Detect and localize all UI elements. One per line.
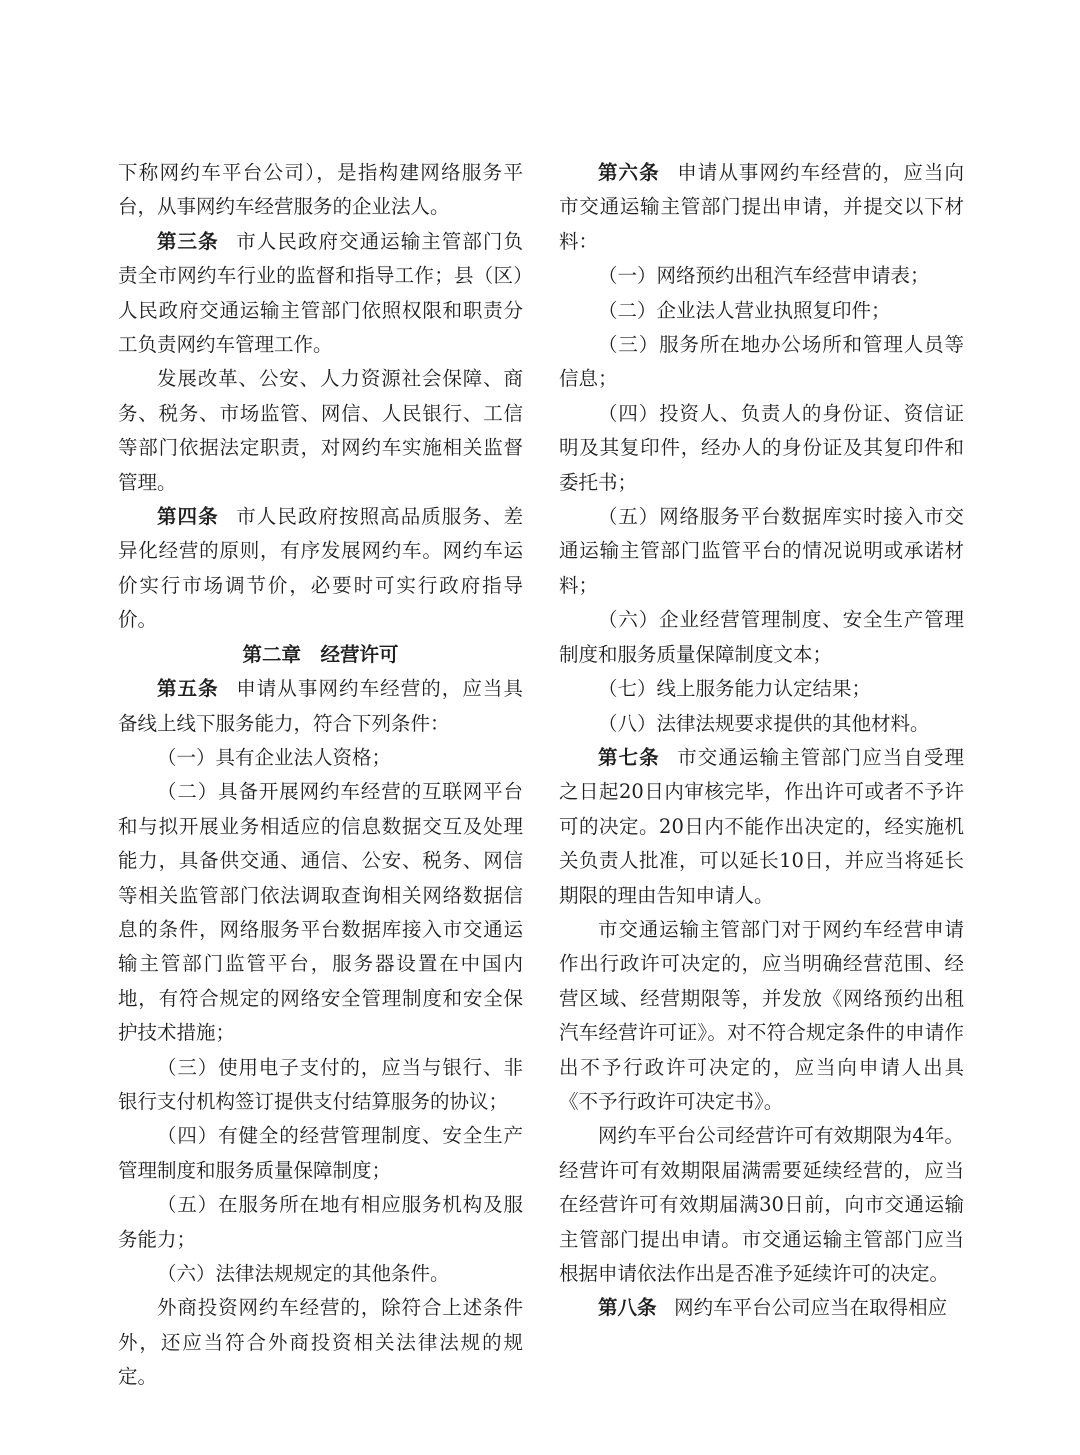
paragraph-text: 市交通运输主管部门应当自受理之日起20日内审核完毕，作出许可或者不予许可的决定。20日内不能作出决定的，经实施机关负责人批准，可以延长10日，并应当将延长期限的理由告知申请人。 (559, 745, 964, 907)
paragraph-text: 市人民政府按照高品质服务、差异化经营的原则，有序发展网约车。网约车运价实行市场调节价，必要时可实行政府指导价。 (118, 505, 523, 632)
paragraph (559, 397, 964, 500)
left-column (118, 156, 523, 1395)
paragraph-text: （二）企业法人营业执照复印件； (598, 298, 891, 322)
paragraph (118, 1119, 523, 1188)
paragraph (559, 1291, 964, 1325)
paragraph-text: （二）具备开展网约车经营的互联网平台和与拟开展业务相适应的信息数据交互及处理能力，具备供交通、通信、公安、税务、网信等相关监管部门依法调取查询相关网络数据信息的条件，网络服务平台数据库接入市交通运输主管部门监管平台，服务器设置在中国内地，有符合规定的网络安全管理制度和安全保护技术措施； (118, 780, 523, 1045)
paragraph (118, 741, 523, 775)
paragraph-text: 市交通运输主管部门对于网约车经营申请作出行政许可决定的，应当明确经营范围、经营区域、经营期限等，并发放《网络预约出租汽车经营许可证》。对不符合规定条件的申请作出不予行政许可决定的，应当向申请人出具《不予行政许可决定书》。 (559, 917, 964, 1113)
paragraph (118, 1188, 523, 1257)
paragraph (118, 1291, 523, 1394)
paragraph (559, 741, 964, 913)
paragraph-text: （一）具有企业法人资格； (157, 745, 392, 769)
paragraph-text: 网约车平台公司经营许可有效期限为4年。经营许可有效期限届满需要延续经营的，应当在经营许可有效期届满30日前，向市交通运输主管部门提出申请。市交通运输主管部门应当根据申请依法作出是否准予延续许可的决定。 (559, 1124, 964, 1285)
paragraph-text: （三）使用电子支付的，应当与银行、非银行支付机构签订提供支付结算服务的协议； (118, 1055, 523, 1113)
paragraph-text: 网约车平台公司应当在取得相应 (674, 1296, 948, 1320)
paragraph-text: 发展改革、公安、人力资源社会保障、商务、税务、市场监管、网信、人民银行、工信等部门依据法定职责，对网约车实施相关监督管理。 (118, 367, 523, 494)
paragraph-text: （四）有健全的经营管理制度、安全生产管理制度和服务质量保障制度； (118, 1124, 523, 1182)
paragraph-text: 申请从事网约车经营的，应当具备线上线下服务能力，符合下列条件： (118, 677, 523, 735)
paragraph-text: （四）投资人、负责人的身份证、资信证明及其复印件，经办人的身份证及其复印件和委托书； (559, 401, 964, 494)
article-number: 第八条 (598, 1296, 657, 1320)
paragraph (559, 259, 964, 293)
paragraph (559, 913, 964, 1119)
paragraph (118, 500, 523, 638)
paragraph (559, 294, 964, 328)
paragraph (118, 225, 523, 363)
article-number: 第六条 (598, 161, 660, 184)
chapter-heading: 第二章 经营许可 (242, 642, 399, 666)
paragraph (559, 707, 964, 741)
right-column (559, 156, 964, 1326)
paragraph (118, 156, 523, 225)
paragraph (118, 362, 523, 500)
article-number: 第三条 (157, 229, 219, 253)
paragraph (118, 775, 523, 1050)
paragraph (559, 156, 964, 259)
paragraph-text: （五）网络服务平台数据库实时接入市交通运输主管部门监管平台的情况说明或承诺材料； (559, 505, 964, 597)
paragraph (118, 1051, 523, 1120)
paragraph-text: （一）网络预约出租汽车经营申请表； (598, 264, 930, 288)
paragraph-text: 市人民政府交通运输主管部门负责全市网约车行业的监督和指导工作；县（区）人民政府交通运输主管部门依照权限和职责分工负责网约车管理工作。 (118, 229, 523, 357)
paragraph (559, 603, 964, 672)
paragraph-text: 外商投资网约车经营的，除符合上述条件外，还应当符合外商投资相关法律法规的规定。 (118, 1296, 523, 1389)
paragraph-text: （八）法律法规要求提供的其他材料。 (598, 711, 930, 735)
paragraph (559, 1119, 964, 1291)
paragraph (559, 328, 964, 397)
paragraph (118, 1257, 523, 1291)
paragraph-text: （七）线上服务能力认定结果； (598, 677, 872, 701)
paragraph-text: （六）企业经营管理制度、安全生产管理制度和服务质量保障制度文本； (559, 608, 964, 666)
paragraph-text: （五）在服务所在地有相应服务机构及服务能力； (118, 1193, 523, 1251)
paragraph-text: （六）法律法规规定的其他条件。 (157, 1262, 450, 1285)
paragraph-text: 下称网约车平台公司），是指构建网络服务平台，从事网约车经营服务的企业法人。 (118, 161, 523, 219)
paragraph (559, 672, 964, 706)
article-number: 第七条 (598, 745, 660, 769)
article-number: 第五条 (157, 677, 219, 701)
paragraph (559, 500, 964, 603)
article-number: 第四条 (157, 505, 219, 529)
paragraph (118, 672, 523, 741)
paragraph-text: （三）服务所在地办公场所和管理人员等信息； (559, 333, 964, 391)
paragraph-text: 申请从事网约车经营的，应当向市交通运输主管部门提出申请，并提交以下材料： (559, 161, 964, 253)
